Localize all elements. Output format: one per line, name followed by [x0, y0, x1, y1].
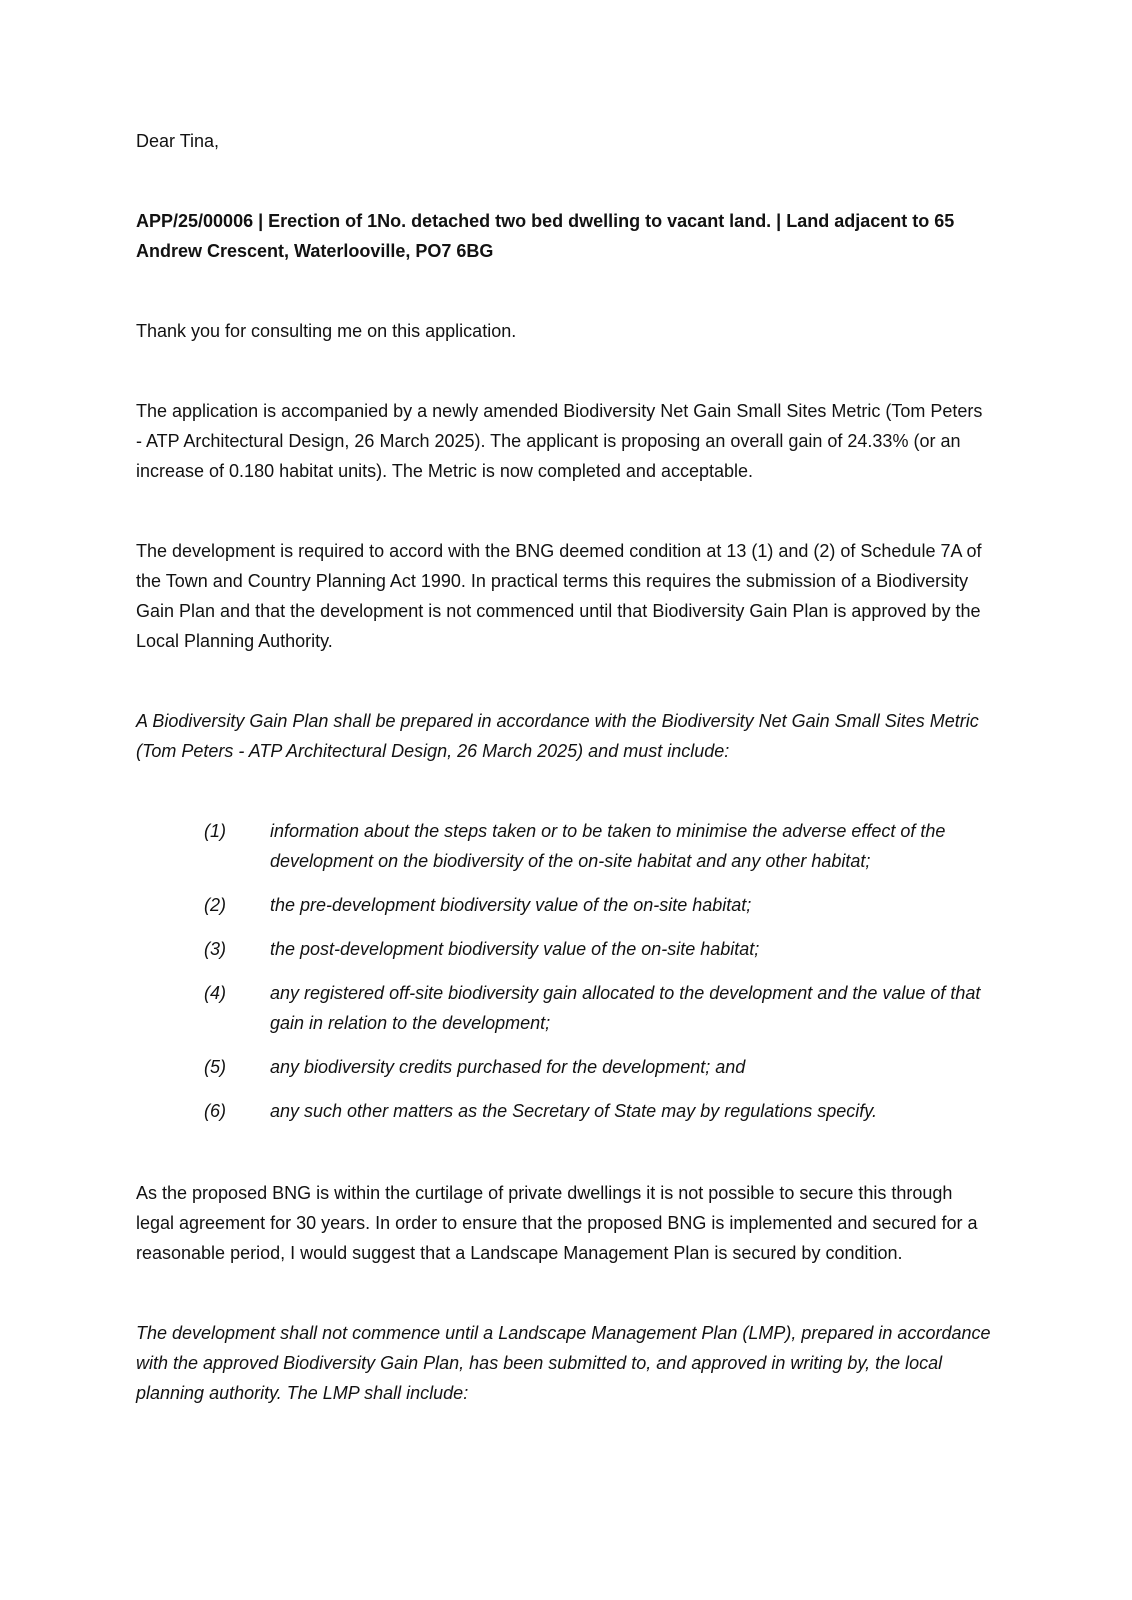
- paragraph-bng-condition: The development is required to accord with the BNG deemed condition at 13 (1) and (2) of Schedule 7A of the Town and Country Planning Act 1990. In practical terms this requires the submission of a Biodiversity Gain Plan and that the development is not commenced until that Biodiversity Gain Plan is approved by the Local Planning Authority.: [136, 541, 982, 651]
- list-item-text: information about the steps taken or to be taken to minimise the adverse effect of the development on the biodiversity of the on-site habitat and any other habitat;: [270, 821, 946, 871]
- list-item-number: (5): [204, 1057, 226, 1077]
- list-item: [136, 816, 992, 876]
- list-item-text: any biodiversity credits purchased for the development; and: [270, 1057, 746, 1077]
- application-subject-line: APP/25/00006 | Erection of 1No. detached two bed dwelling to vacant land. | Land adjacent to 65 Andrew Crescent, Waterlooville, PO7 6BG: [136, 211, 955, 261]
- gain-plan-requirements-list: [136, 816, 992, 1126]
- list-item-number: (3): [204, 939, 226, 959]
- list-item: [136, 1052, 992, 1082]
- paragraph-gain-plan-intro: A Biodiversity Gain Plan shall be prepared in accordance with the Biodiversity Net Gain Small Sites Metric (Tom Peters - ATP Architectural Design, 26 March 2025) and must include:: [136, 711, 979, 761]
- list-item-text: any registered off-site biodiversity gain allocated to the development and the value of that gain in relation to the development;: [270, 983, 981, 1033]
- list-item: [136, 1096, 992, 1126]
- list-item: [136, 934, 992, 964]
- list-item-number: (6): [204, 1101, 226, 1121]
- list-item: [136, 978, 992, 1038]
- list-item-text: the pre-development biodiversity value of the on-site habitat;: [270, 895, 752, 915]
- paragraph-curtilage: As the proposed BNG is within the curtilage of private dwellings it is not possible to secure this through legal agreement for 30 years. In order to ensure that the proposed BNG is implemented and secured for a reasonable period, I would suggest that a Landscape Management Plan is secured by condition.: [136, 1183, 978, 1263]
- list-item-number: (1): [204, 821, 226, 841]
- paragraph-metric: The application is accompanied by a newly amended Biodiversity Net Gain Small Sites Metric (Tom Peters - ATP Architectural Design, 26 March 2025). The applicant is proposing an overall gain of 24.33% (or an increase of 0.180 habitat units). The Metric is now completed and acceptable.: [136, 401, 983, 481]
- salutation: Dear Tina,: [136, 131, 220, 151]
- paragraph-lmp-condition: The development shall not commence until a Landscape Management Plan (LMP), prepared in accordance with the approved Biodiversity Gain Plan, has been submitted to, and approved in writing by, the local planning authority. The LMP shall include:: [136, 1323, 991, 1403]
- list-item-number: (4): [204, 983, 226, 1003]
- list-item-text: the post-development biodiversity value of the on-site habitat;: [270, 939, 760, 959]
- list-item-number: (2): [204, 895, 226, 915]
- list-item: [136, 890, 992, 920]
- list-item-text: any such other matters as the Secretary of State may by regulations specify.: [270, 1101, 877, 1121]
- paragraph-thanks: Thank you for consulting me on this application.: [136, 321, 517, 341]
